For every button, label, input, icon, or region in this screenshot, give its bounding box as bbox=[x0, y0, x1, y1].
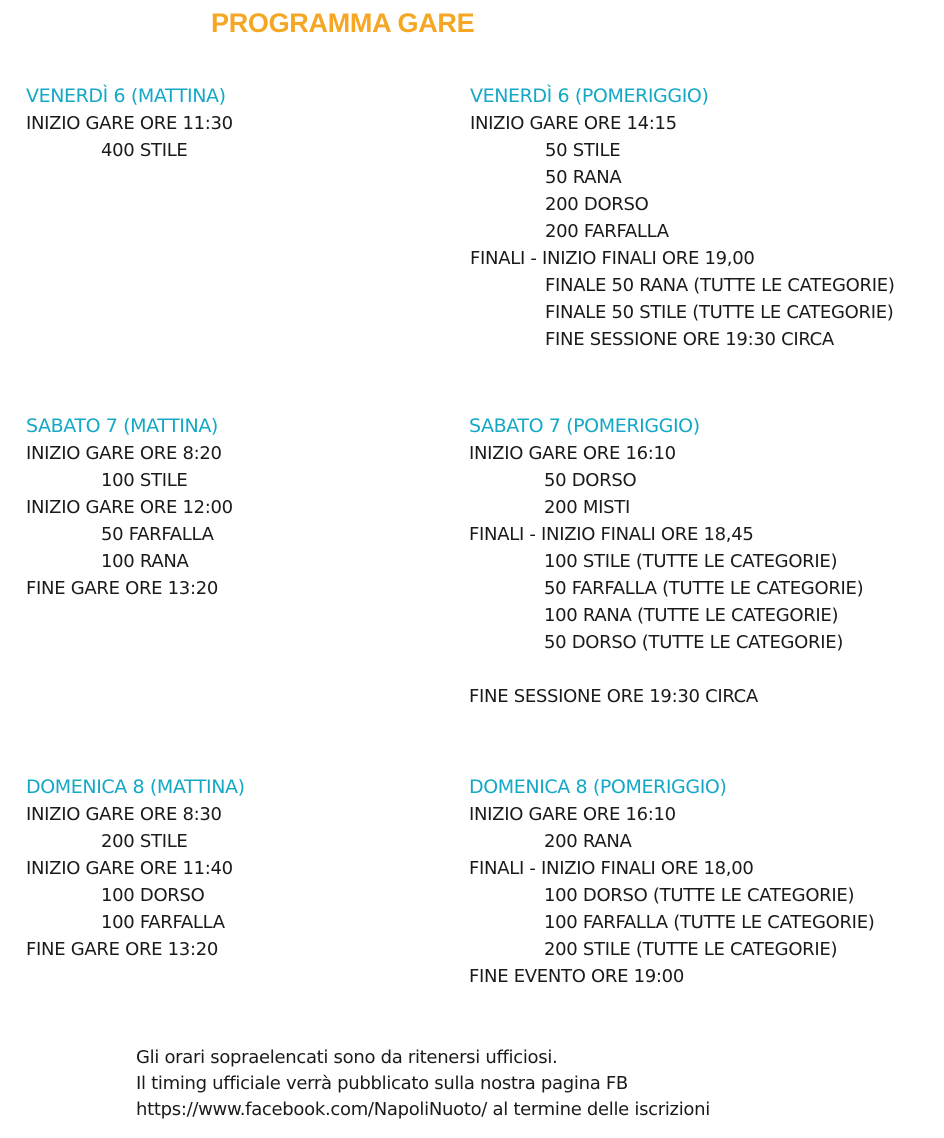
page-title: PROGRAMMA GARE bbox=[211, 8, 475, 38]
event-item: 200 RANA bbox=[544, 831, 632, 852]
event-item: 100 FARFALLA (TUTTE LE CATEGORIE) bbox=[544, 912, 875, 933]
session-heading: VENERDÌ 6 (MATTINA) bbox=[26, 85, 226, 107]
session-block bbox=[469, 774, 939, 990]
schedule-line: INIZIO GARE ORE 8:20 bbox=[26, 443, 222, 464]
event-item: 50 RANA bbox=[545, 167, 622, 188]
schedule-line: INIZIO GARE ORE 11:30 bbox=[26, 113, 233, 134]
schedule-line: FINE GARE ORE 13:20 bbox=[26, 578, 219, 599]
event-item: 100 STILE bbox=[101, 470, 188, 491]
session-block bbox=[26, 774, 496, 963]
session-block bbox=[26, 83, 496, 164]
footer-note bbox=[136, 1045, 710, 1123]
session-heading: VENERDÌ 6 (POMERIGGIO) bbox=[470, 85, 709, 107]
event-item: 50 STILE bbox=[545, 140, 621, 161]
session-block bbox=[26, 413, 496, 602]
event-item: 200 STILE (TUTTE LE CATEGORIE) bbox=[544, 939, 838, 960]
event-item: 50 FARFALLA bbox=[101, 524, 214, 545]
schedule-line: INIZIO GARE ORE 16:10 bbox=[469, 443, 676, 464]
session-block bbox=[470, 83, 940, 353]
event-item: 50 DORSO (TUTTE LE CATEGORIE) bbox=[544, 632, 844, 653]
event-item: 100 STILE (TUTTE LE CATEGORIE) bbox=[544, 551, 838, 572]
schedule-line: INIZIO GARE ORE 12:00 bbox=[26, 497, 233, 518]
event-item: 100 RANA bbox=[101, 551, 189, 572]
schedule-line: FINE SESSIONE ORE 19:30 CIRCA bbox=[469, 686, 758, 707]
schedule-line: INIZIO GARE ORE 8:30 bbox=[26, 804, 222, 825]
footer-line: https://www.facebook.com/NapoliNuoto/ al termine delle iscrizioni bbox=[136, 1099, 710, 1120]
event-item: 200 MISTI bbox=[544, 497, 630, 518]
schedule-line: INIZIO GARE ORE 11:40 bbox=[26, 858, 233, 879]
event-item: 100 DORSO (TUTTE LE CATEGORIE) bbox=[544, 885, 855, 906]
event-item: 100 RANA (TUTTE LE CATEGORIE) bbox=[544, 605, 839, 626]
footer-line: Il timing ufficiale verrà pubblicato sulla nostra pagina FB bbox=[136, 1073, 628, 1094]
schedule-line: INIZIO GARE ORE 14:15 bbox=[470, 113, 677, 134]
event-item: 100 FARFALLA bbox=[101, 912, 225, 933]
session-block bbox=[469, 413, 939, 710]
footer-line: Gli orari sopraelencati sono da ritenersi ufficiosi. bbox=[136, 1047, 558, 1068]
event-item: FINALE 50 STILE (TUTTE LE CATEGORIE) bbox=[545, 302, 894, 323]
schedule-line: FINE EVENTO ORE 19:00 bbox=[469, 966, 684, 987]
event-item: 400 STILE bbox=[101, 140, 188, 161]
session-heading: SABATO 7 (MATTINA) bbox=[26, 415, 218, 437]
schedule-line: FINALI - INIZIO FINALI ORE 18,45 bbox=[469, 524, 754, 545]
session-heading: DOMENICA 8 (MATTINA) bbox=[26, 776, 245, 798]
event-item: FINALE 50 RANA (TUTTE LE CATEGORIE) bbox=[545, 275, 895, 296]
session-heading: DOMENICA 8 (POMERIGGIO) bbox=[469, 776, 727, 798]
event-item: 50 FARFALLA (TUTTE LE CATEGORIE) bbox=[544, 578, 864, 599]
event-item: 200 STILE bbox=[101, 831, 188, 852]
event-item: FINE SESSIONE ORE 19:30 CIRCA bbox=[545, 329, 834, 350]
event-item: 200 FARFALLA bbox=[545, 221, 669, 242]
spacer bbox=[469, 656, 939, 683]
schedule-line: FINALI - INIZIO FINALI ORE 18,00 bbox=[469, 858, 754, 879]
event-item: 200 DORSO bbox=[545, 194, 649, 215]
session-heading: SABATO 7 (POMERIGGIO) bbox=[469, 415, 700, 437]
schedule-line: FINE GARE ORE 13:20 bbox=[26, 939, 219, 960]
schedule-line: FINALI - INIZIO FINALI ORE 19,00 bbox=[470, 248, 755, 269]
event-item: 100 DORSO bbox=[101, 885, 205, 906]
schedule-line: INIZIO GARE ORE 16:10 bbox=[469, 804, 676, 825]
event-item: 50 DORSO bbox=[544, 470, 637, 491]
